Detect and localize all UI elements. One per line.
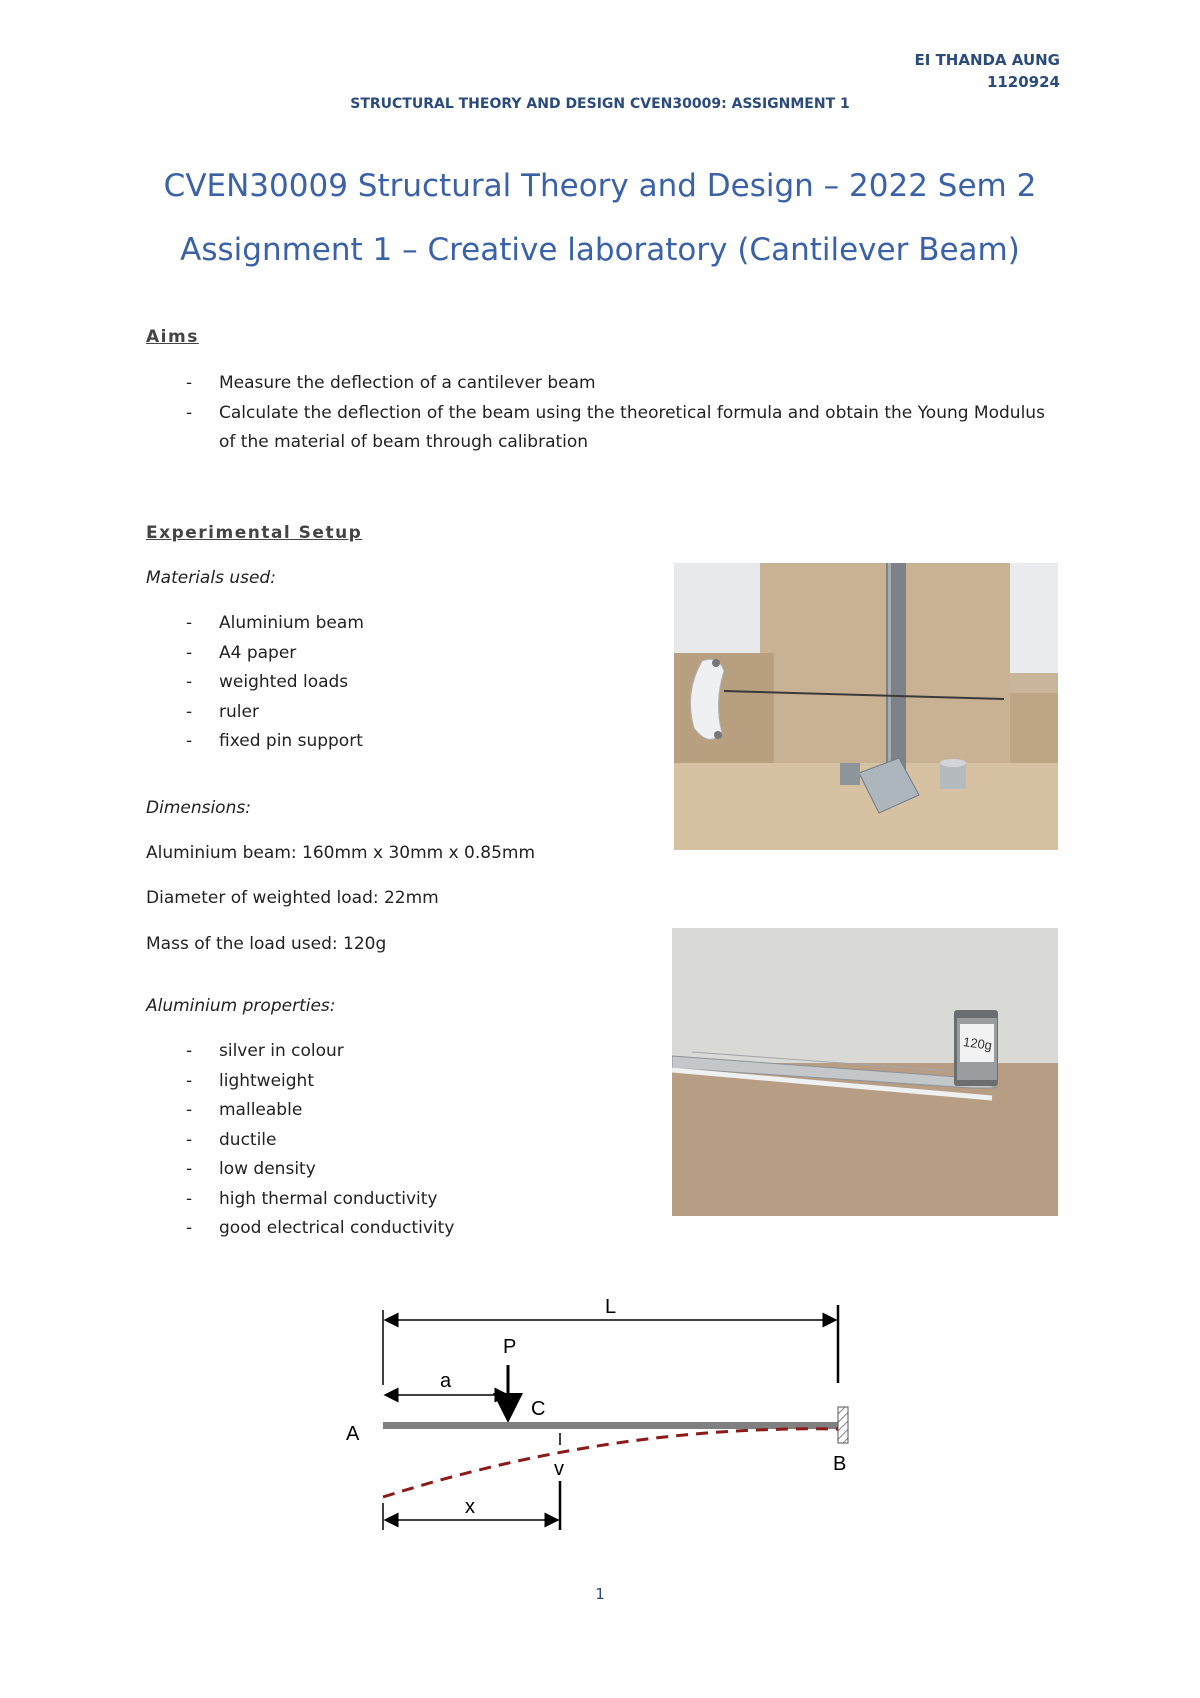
dimensions-heading: Dimensions: [146,798,251,818]
document-subtitle: Assignment 1 – Creative laboratory (Cantilever Beam) [180,232,1020,268]
page-number: 1 [595,1585,605,1603]
property-item: - lightweight [186,1067,646,1097]
properties-heading: Aluminium properties: [146,996,336,1016]
header-author-block [915,49,1060,93]
aims-list [186,369,1066,458]
aims-heading: Aims [146,327,199,347]
student-id: 1120924 [986,73,1060,91]
author-name: EI THANDA AUNG [914,51,1060,69]
aims-item: - Calculate the deflection of the beam using the theoretical formula and obtain the Young Modulus of the material of beam through calibration [186,399,1066,458]
materials-heading: Materials used: [146,568,276,588]
label-A: A [346,1423,360,1445]
loaded-beam-photo [672,928,1058,1216]
label-C: C [531,1398,546,1420]
deflected-shape [383,1429,838,1497]
property-item: - ductile [186,1126,646,1156]
label-B: B [833,1453,847,1475]
material-item: - A4 paper [186,639,646,669]
property-item: - malleable [186,1096,646,1126]
property-item: - silver in colour [186,1037,646,1067]
materials-list [186,609,646,757]
setup-photo-illustration [674,563,1058,850]
setup-photo [674,563,1058,850]
load-label: 120g [962,1034,993,1053]
label-v: v [554,1458,564,1480]
properties-list [186,1037,646,1244]
material-item: - Aluminium beam [186,609,646,639]
material-item: - fixed pin support [186,727,646,757]
cantilever-diagram [330,1285,890,1545]
dimension-beam: Aluminium beam: 160mm x 30mm x 0.85mm [146,843,536,863]
property-item: - good electrical conductivity [186,1214,646,1244]
aims-item: - Measure the deflection of a cantilever beam [186,369,1066,399]
setup-heading: Experimental Setup [146,523,363,543]
label-a: a [440,1370,452,1392]
label-L: L [605,1296,617,1318]
loaded-beam-illustration [672,928,1058,1216]
document-title: CVEN30009 Structural Theory and Design – 2022 Sem 2 [163,168,1037,204]
property-item: - low density [186,1155,646,1185]
running-header: STRUCTURAL THEORY AND DESIGN CVEN30009: ASSIGNMENT 1 [350,96,850,112]
beam [383,1422,838,1429]
dimension-load-diameter: Diameter of weighted load: 22mm [146,888,439,908]
label-x: x [465,1496,475,1518]
label-P: P [503,1336,517,1358]
cantilever-diagram-svg [330,1285,890,1545]
dimension-load-mass: Mass of the load used: 120g [146,934,387,954]
fixed-support [838,1407,848,1443]
property-item: - high thermal conductivity [186,1185,646,1215]
material-item: - ruler [186,698,646,728]
material-item: - weighted loads [186,668,646,698]
